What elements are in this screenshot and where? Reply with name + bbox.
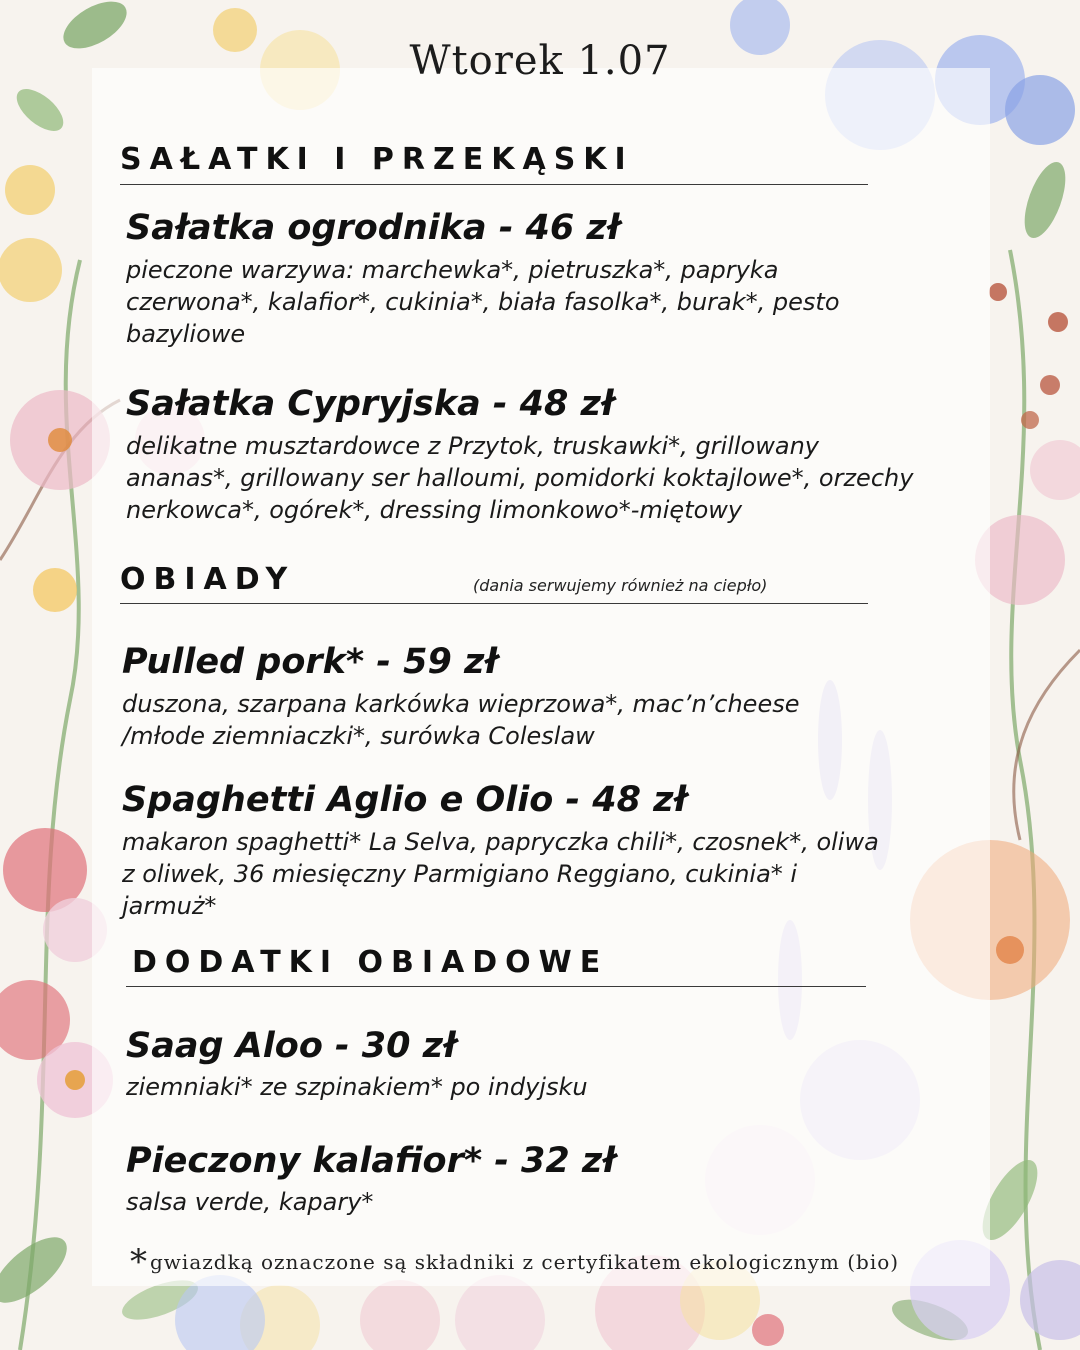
dish-description: makaron spaghetti* La Selva, papryczka chili*, czosnek*, oliwa z oliwek, 36 miesięczny Parmigiano Reggiano, cukinia* i jarmuż*	[122, 828, 879, 920]
section-note: (dania serwujemy również na ciepło)	[473, 576, 768, 595]
section-divider	[120, 603, 868, 604]
dish-description: delikatne musztardowce z Przytok, truskawki*, grillowany ananas*, grillowany ser halloumi, pomidorki koktajlowe*, orzechy nerkowca*, ogórek*, dressing limonkowo*-miętowy	[126, 432, 914, 524]
page-title: Wtorek 1.07	[409, 38, 671, 84]
dish-name: Saag Aloo - 30 zł	[126, 1026, 457, 1066]
dish-description: duszona, szarpana karkówka wieprzowa*, mac’n’cheese /młode ziemniaczki*, surówka Coleslaw	[122, 690, 800, 750]
section-heading-sides: DODATKI OBIADOWE	[132, 945, 609, 980]
dish-name: Pulled pork* - 59 zł	[122, 642, 498, 682]
dish-name: Sałatka ogrodnika - 46 zł	[126, 208, 620, 248]
asterisk-icon: *	[130, 1242, 148, 1282]
section-divider	[126, 986, 866, 987]
section-divider	[120, 184, 868, 185]
dish-name: Spaghetti Aglio e Olio - 48 zł	[122, 780, 687, 820]
section-heading-lunch: OBIADY	[120, 562, 296, 597]
dish-description: ziemniaki* ze szpinakiem* po indyjsku	[126, 1073, 588, 1101]
footnote	[130, 1242, 899, 1282]
section-heading-salads: SAŁATKI I PRZEKĄSKI	[120, 142, 634, 177]
dish-name: Sałatka Cypryjska - 48 zł	[126, 384, 615, 424]
dish-description: pieczone warzywa: marchewka*, pietruszka*, papryka czerwona*, kalafior*, cukinia*, biała fasolka*, burak*, pesto bazyliowe	[126, 256, 840, 348]
dish-name: Pieczony kalafior* - 32 zł	[126, 1141, 616, 1181]
footnote-text: gwiazdką oznaczone są składniki z certyfikatem ekologicznym (bio)	[150, 1250, 900, 1274]
dish-description: salsa verde, kapary*	[126, 1188, 374, 1216]
